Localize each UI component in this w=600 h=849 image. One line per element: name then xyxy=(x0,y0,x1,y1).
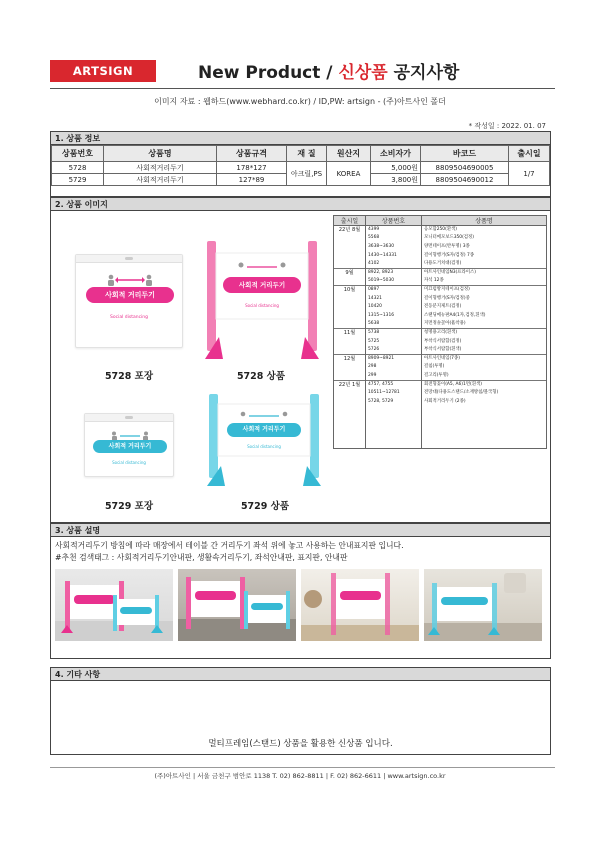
history-code: 5638 xyxy=(366,320,422,329)
history-name xyxy=(422,415,547,424)
history-row xyxy=(334,346,547,355)
history-month xyxy=(334,363,366,372)
header-divider xyxy=(50,88,555,89)
history-code: 0897 xyxy=(366,286,422,295)
section1-heading: 1. 상품 정보 xyxy=(51,132,550,145)
history-row xyxy=(334,260,547,269)
history-code: 1430~14331 xyxy=(366,251,422,260)
history-row xyxy=(334,329,547,338)
history-code: 5738 xyxy=(366,329,422,338)
history-month: 11월 xyxy=(334,329,366,338)
history-month xyxy=(334,320,366,329)
history-month: 22년 8월 xyxy=(334,226,366,235)
history-name: 스탠딩메뉴판A4(1자,검정,흰색) xyxy=(422,311,547,320)
history-month: 9월 xyxy=(334,268,366,277)
history-code xyxy=(366,406,422,415)
history-month: 22년 1월 xyxy=(334,380,366,389)
history-code: 4757, 4755 xyxy=(366,380,422,389)
col-release: 출시일 xyxy=(509,146,550,162)
history-row xyxy=(334,251,547,260)
label-5728-product: 5728 상품 xyxy=(236,371,286,382)
title-part-2: 신상품 xyxy=(338,63,388,83)
history-month xyxy=(334,294,366,303)
sign-subtitle: Social distancing xyxy=(247,444,281,449)
people-distance-icon xyxy=(106,271,154,283)
sign-subtitle: Social distancing xyxy=(112,460,146,465)
history-month: 12월 xyxy=(334,354,366,363)
history-name: 지면정솔꽃아(흡착용) xyxy=(422,320,547,329)
col-origin: 원산지 xyxy=(327,146,371,162)
history-name: 부착식서랍함(검정) xyxy=(422,337,547,346)
history-row xyxy=(334,303,547,312)
page-title xyxy=(198,58,459,83)
history-month xyxy=(334,303,366,312)
history-row xyxy=(334,286,547,295)
sign-banner: 사회적 거리두기 xyxy=(86,287,174,303)
section-product-description xyxy=(50,523,551,659)
section-other-notes xyxy=(50,667,551,755)
history-month xyxy=(334,260,366,269)
history-code: 298 xyxy=(366,363,422,372)
usage-photo-4 xyxy=(424,569,542,641)
history-month xyxy=(334,337,366,346)
history-code: 5725 xyxy=(366,337,422,346)
history-row xyxy=(334,294,547,303)
footer: (주)아트사인 | 서울 금천구 범안로 1138 T. 02) 862-8811 | F. 02) 862-6611 | www.artsign.co.kr xyxy=(154,772,446,780)
cell-material: 아크릴,PS xyxy=(287,162,327,186)
history-row xyxy=(334,440,547,449)
product-5728-package-image xyxy=(75,254,183,348)
hist-col-release: 출시일 xyxy=(334,216,366,226)
label-5729-package: 5729 포장 xyxy=(104,501,154,512)
usage-photo-3 xyxy=(301,569,419,641)
history-month xyxy=(334,406,366,415)
header xyxy=(50,58,555,88)
history-row xyxy=(334,415,547,424)
history-name: 양면테이프(반투명) 3종 xyxy=(422,243,547,252)
title-part-3: 공지사항 xyxy=(387,63,460,83)
product-5729-image xyxy=(207,394,321,486)
product-5729-package-image xyxy=(84,413,174,477)
cell-barcode: 8809504690005 xyxy=(421,162,509,174)
section-product-images xyxy=(50,197,551,523)
history-name: 걸침(투명) xyxy=(422,363,547,372)
product-images-body xyxy=(51,211,550,511)
history-month xyxy=(334,372,366,381)
history-row xyxy=(334,320,547,329)
label-5729-product: 5729 상품 xyxy=(240,501,290,512)
col-size: 상품규격 xyxy=(217,146,287,162)
history-row xyxy=(334,311,547,320)
footer-divider xyxy=(50,767,555,768)
history-name: 걸고리(투명) xyxy=(422,372,547,381)
history-name: 걸이형행거(S자/검정) 7종 xyxy=(422,251,547,260)
history-row xyxy=(334,389,547,398)
history-month xyxy=(334,243,366,252)
history-name: 전망대(다용도스탠드/소재방침/블국형) xyxy=(422,389,547,398)
history-code: 5568 xyxy=(366,234,422,243)
section-product-info xyxy=(50,131,551,197)
history-name: 아트사인네임N3(프라이스) xyxy=(422,268,547,277)
history-name xyxy=(422,406,547,415)
product-info-table xyxy=(51,145,550,186)
history-month xyxy=(334,251,366,260)
history-name: 부착식서랍함(흰색) xyxy=(422,346,547,355)
cell-name: 사회적거리두기 xyxy=(104,162,217,174)
section2-heading: 2. 상품 이미지 xyxy=(51,198,550,211)
history-code: 5728, 5729 xyxy=(366,397,422,406)
cell-size: 127*89 xyxy=(217,174,287,186)
history-row xyxy=(334,234,547,243)
history-row xyxy=(334,277,547,286)
history-row xyxy=(334,380,547,389)
history-code xyxy=(366,415,422,424)
history-name: 모니터메모보드350(검정) xyxy=(422,234,547,243)
history-code: 5726 xyxy=(366,346,422,355)
product-description xyxy=(51,537,550,564)
history-row xyxy=(334,268,547,277)
history-month xyxy=(334,389,366,398)
usage-photos xyxy=(51,564,550,646)
cell-code: 5729 xyxy=(52,174,104,186)
cell-name: 사회적거리두기 xyxy=(104,174,217,186)
history-name: 회전형꽂이(A5, A6)1면(흰색) xyxy=(422,380,547,389)
cell-price: 5,000원 xyxy=(371,162,421,174)
package-hanger xyxy=(85,414,173,422)
history-code: 5019~5030 xyxy=(366,277,422,286)
history-code: 299 xyxy=(366,372,422,381)
history-row xyxy=(334,423,547,432)
sign-banner: 사회적 거리두기 xyxy=(242,426,286,433)
history-code: 4399 xyxy=(366,226,422,235)
usage-photo-2 xyxy=(178,569,296,641)
history-row xyxy=(334,406,547,415)
artsign-logo: ARTSIGN xyxy=(50,60,156,82)
sign-banner: 사회적 거리두기 xyxy=(93,440,167,453)
history-name: 걸이형행거(S자/검정)중 xyxy=(422,294,547,303)
history-name: 자석 12종 xyxy=(422,277,547,286)
hist-col-name: 상품명 xyxy=(422,216,547,226)
history-month xyxy=(334,234,366,243)
label-5728-package: 5728 포장 xyxy=(104,371,154,382)
history-row xyxy=(334,363,547,372)
col-barcode: 바코드 xyxy=(421,146,509,162)
history-code: 14321 xyxy=(366,294,422,303)
history-month xyxy=(334,432,366,441)
history-name: 청명용고리(흰색) xyxy=(422,329,547,338)
cell-origin: KOREA xyxy=(327,162,371,186)
history-row xyxy=(334,337,547,346)
history-month xyxy=(334,440,366,449)
history-name: 다용도거치대(검정) xyxy=(422,260,547,269)
people-distance-icon xyxy=(110,426,150,436)
history-code: 10511~12781 xyxy=(366,389,422,398)
history-code: 4102 xyxy=(366,260,422,269)
history-code xyxy=(366,423,422,432)
history-row xyxy=(334,226,547,235)
source-line: 이미지 자료 : 웹하드(www.webhard.co.kr) / ID,PW: artsign - (주)아트사인 폴더 xyxy=(154,97,446,106)
section4-heading: 4. 기타 사항 xyxy=(51,668,550,681)
history-month: 10월 xyxy=(334,286,366,295)
col-price: 소비자가 xyxy=(371,146,421,162)
sign-subtitle: Social distancing xyxy=(245,303,279,308)
sign-banner: 사회적 거리두기 xyxy=(238,281,286,289)
history-name xyxy=(422,440,547,449)
sign-subtitle: Social distancing xyxy=(109,315,149,320)
cell-release: 1/7 xyxy=(509,162,550,186)
history-month xyxy=(334,397,366,406)
history-name: 미끄럼방지테이프(검정) xyxy=(422,286,547,295)
usage-photo-1 xyxy=(55,569,173,641)
cell-code: 5728 xyxy=(52,162,104,174)
history-code: 1315~1316 xyxy=(366,311,422,320)
history-month xyxy=(334,423,366,432)
cell-price: 3,800원 xyxy=(371,174,421,186)
history-name: 전동분지제트(검정) xyxy=(422,303,547,312)
date-line: * 작성일 : 2022. 01. 07 xyxy=(468,122,546,130)
history-month xyxy=(334,415,366,424)
search-tags: #추천 검색태그 : 사회적거리두기안내판, 생활속거리두기, 좌석안내판, 표지판, 안내판 xyxy=(55,553,348,562)
col-material: 재 질 xyxy=(287,146,327,162)
history-month xyxy=(334,346,366,355)
history-row xyxy=(334,243,547,252)
history-row xyxy=(334,432,547,441)
history-code xyxy=(366,432,422,441)
history-name: 응모함250(환색) xyxy=(422,226,547,235)
history-month xyxy=(334,277,366,286)
other-notes-text: 멀티프레임(스탠드) 상품을 활용한 신상품 입니다. xyxy=(208,739,393,749)
history-code: 8922, 8923 xyxy=(366,268,422,277)
history-code: 10420 xyxy=(366,303,422,312)
history-code: 3638~3630 xyxy=(366,243,422,252)
history-name: 사회적거리두기 (2종) xyxy=(422,397,547,406)
release-history-table xyxy=(333,215,547,449)
title-part-1: New Product / xyxy=(198,63,339,83)
cell-barcode: 8809504690012 xyxy=(421,174,509,186)
section3-heading: 3. 상품 설명 xyxy=(51,524,550,537)
history-row xyxy=(334,397,547,406)
description-text: 사회적거리두기 방침에 따라 매장에서 테이블 간 거리두기 좌석 위에 놓고 사용하는 안내표지판 입니다. xyxy=(55,541,404,550)
col-name: 상품명 xyxy=(104,146,217,162)
history-code xyxy=(366,440,422,449)
history-name: 아트사인네임(7종) xyxy=(422,354,547,363)
package-hanger xyxy=(76,255,182,263)
history-name xyxy=(422,423,547,432)
table-row xyxy=(52,162,550,174)
hist-col-code: 상품번호 xyxy=(366,216,422,226)
product-5728-image xyxy=(205,241,319,359)
history-row xyxy=(334,372,547,381)
history-code: 8909~8921 xyxy=(366,354,422,363)
history-name xyxy=(422,432,547,441)
cell-size: 178*127 xyxy=(217,162,287,174)
history-month xyxy=(334,311,366,320)
history-row xyxy=(334,354,547,363)
col-code: 상품번호 xyxy=(52,146,104,162)
